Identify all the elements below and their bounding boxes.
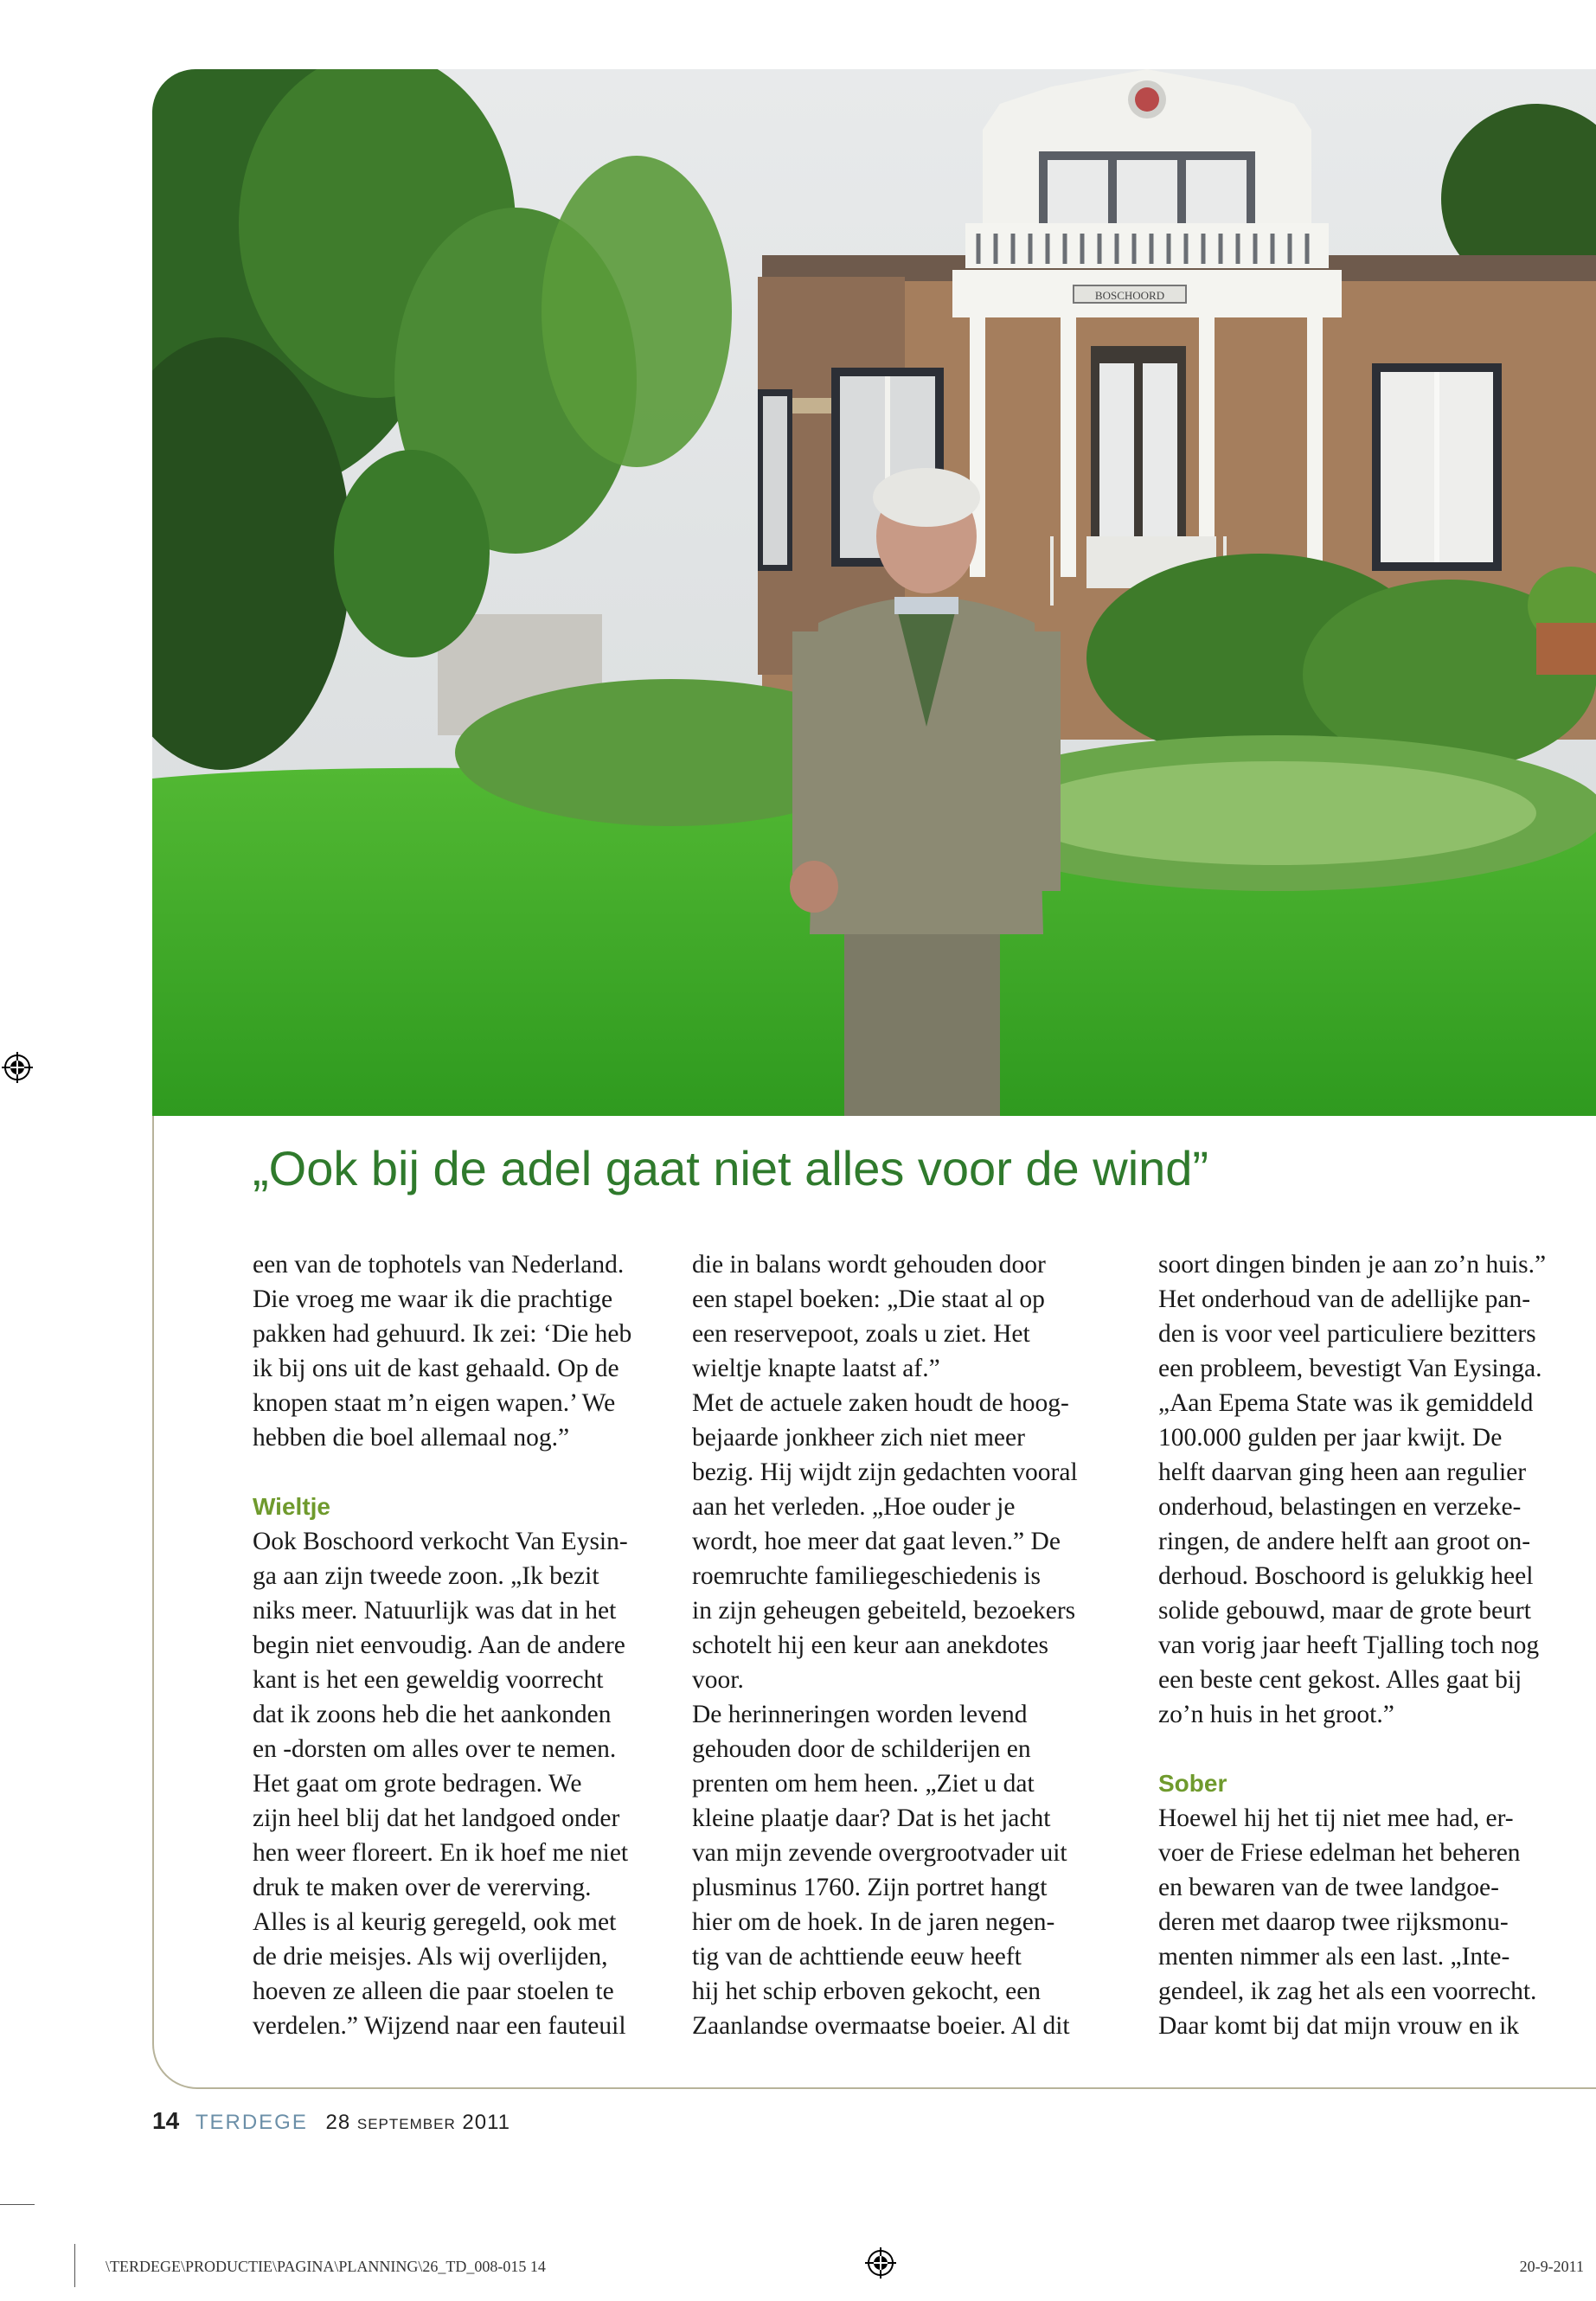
- body-line: ringen, de andere helft aan groot on-: [1158, 1528, 1531, 1555]
- body-line: van vorig jaar heeft Tjalling toch nog: [1158, 1631, 1540, 1659]
- body-line: in zijn geheugen gebeiteld, bezoekers: [692, 1597, 1076, 1625]
- body-line: prenten om hem heen. „Ziet u dat: [692, 1770, 1035, 1798]
- body-line: roemruchte familiegeschiedenis is: [692, 1562, 1042, 1590]
- body-line: van mijn zevende overgrootvader uit: [692, 1839, 1067, 1867]
- crop-mark: [0, 2204, 35, 2205]
- body-line: bezig. Hij wijdt zijn gedachten vooral: [692, 1458, 1078, 1486]
- body-line: gendeel, ik zag het als een voorrecht.: [1158, 1977, 1537, 2005]
- registration-mark-icon: [865, 2247, 896, 2279]
- body-line: niks meer. Natuurlijk was dat in het: [253, 1597, 617, 1625]
- body-line: aan het verleden. „Hoe ouder je: [692, 1493, 1016, 1521]
- text-column-1: [253, 1247, 678, 2043]
- feature-photo: [152, 69, 1596, 1116]
- body-line: zijn heel blij dat het landgoed onder: [253, 1804, 620, 1832]
- body-line: hen weer floreert. En ik hoef me niet: [253, 1839, 629, 1867]
- body-line: „Aan Epema State was ik gemiddeld: [1158, 1389, 1534, 1417]
- body-line: Daar komt bij dat mijn vrouw en ik: [1158, 2012, 1520, 2040]
- article-headline: „Ook bij de adel gaat niet alles voor de wind”: [253, 1141, 1209, 1195]
- body-line: druk te maken over de vererving.: [253, 1874, 592, 1901]
- body-line: voer de Friese edelman het beheren: [1158, 1839, 1521, 1867]
- body-line: wordt, hoe meer dat gaat leven.” De: [692, 1528, 1061, 1555]
- body-line: tig van de achttiende eeuw heeft: [692, 1943, 1022, 1971]
- body-line: bejaarde jonkheer zich niet meer: [692, 1424, 1025, 1452]
- body-line: Alles is al keurig geregeld, ook met: [253, 1908, 617, 1936]
- body-line: Zaanlandse overmaatse boeier. Al dit: [692, 2012, 1070, 2040]
- body-line: Het gaat om grote bedragen. We: [253, 1770, 582, 1798]
- body-line: den is voor veel particuliere bezitters: [1158, 1320, 1536, 1348]
- subhead-sober: Sober: [1158, 1770, 1227, 1797]
- body-line: Hoewel hij het tij niet mee had, er-: [1158, 1804, 1514, 1832]
- body-line: kleine plaatje daar? Dat is het jacht: [692, 1804, 1051, 1832]
- body-line: een stapel boeken: „Die staat al op: [692, 1285, 1045, 1313]
- body-line: hebben die boel allemaal nog.”: [253, 1424, 570, 1452]
- body-line: begin niet eenvoudig. Aan de andere: [253, 1631, 625, 1659]
- body-line: deren met daarop twee rijksmonu-: [1158, 1908, 1509, 1936]
- crop-mark: [74, 2244, 75, 2287]
- magazine-name: TERDEGE: [195, 2111, 308, 2134]
- body-line: een reservepoot, zoals u ziet. Het: [692, 1320, 1030, 1348]
- body-line: menten nimmer als een last. „Inte-: [1158, 1943, 1510, 1971]
- body-line: ga aan zijn tweede zoon. „Ik bezit: [253, 1562, 599, 1590]
- subhead-wieltje: Wieltje: [253, 1493, 330, 1520]
- body-line: hier om de hoek. In de jaren negen-: [692, 1908, 1055, 1936]
- body-line: knopen staat m’n eigen wapen.’ We: [253, 1389, 616, 1417]
- body-line: dat ik zoons heb die het aankonden: [253, 1701, 612, 1728]
- body-line: Het onderhoud van de adellijke pan-: [1158, 1285, 1531, 1313]
- body-line: zo’n huis in het groot.”: [1158, 1701, 1394, 1728]
- body-line: een beste cent gekost. Alles gaat bij: [1158, 1666, 1522, 1694]
- body-line: kant is het een geweldig voorrecht: [253, 1666, 604, 1694]
- body-line: wieltje knapte laatst af.”: [692, 1355, 940, 1382]
- body-line: ik bij ons uit de kast gehaald. Op de: [253, 1355, 619, 1382]
- body-line: 100.000 gulden per jaar kwijt. De: [1158, 1424, 1503, 1452]
- body-line: Met de actuele zaken houdt de hoog-: [692, 1389, 1069, 1417]
- body-line: De herinneringen worden levend: [692, 1701, 1028, 1728]
- text-column-3: [1158, 1247, 1584, 2043]
- text-column-2: [692, 1247, 1118, 2043]
- body-line: een probleem, bevestigt Van Eysinga.: [1158, 1355, 1542, 1382]
- house-and-man-illustration: [152, 69, 1596, 1116]
- body-line: hoeven ze alleen die paar stoelen te: [253, 1977, 614, 2005]
- body-line: plusminus 1760. Zijn portret hangt: [692, 1874, 1048, 1901]
- body-line: schotelt hij een keur aan anekdotes: [692, 1631, 1049, 1659]
- body-line: derhoud. Boschoord is gelukkig heel: [1158, 1562, 1534, 1590]
- slug-date: 20-9-2011: [1519, 2258, 1584, 2275]
- body-line: een van de tophotels van Nederland.: [253, 1251, 625, 1279]
- body-line: helft daarvan ging heen aan regulier: [1158, 1458, 1527, 1486]
- body-line: die in balans wordt gehouden door: [692, 1251, 1046, 1279]
- file-path-slug: \TERDEGE\PRODUCTIE\PAGINA\PLANNING\26_TD_008-015 14: [106, 2258, 546, 2275]
- body-line: en bewaren van de twee landgoe-: [1158, 1874, 1499, 1901]
- body-line: solide gebouwd, maar de grote beurt: [1158, 1597, 1531, 1625]
- nameplate-text: BOSCHOORD: [1094, 289, 1165, 302]
- body-line: voor.: [692, 1666, 744, 1694]
- body-line: de drie meisjes. Als wij overlijden,: [253, 1943, 608, 1971]
- body-line: gehouden door de schilderijen en: [692, 1735, 1031, 1763]
- page-folio: [152, 2107, 510, 2135]
- body-line: Die vroeg me waar ik die prachtige: [253, 1285, 613, 1313]
- body-line: Ook Boschoord verkocht Van Eysin-: [253, 1528, 628, 1555]
- registration-mark-icon: [2, 1052, 33, 1083]
- page-number: 14: [152, 2107, 180, 2134]
- body-line: soort dingen binden je aan zo’n huis.”: [1158, 1251, 1547, 1279]
- body-line: verdelen.” Wijzend naar een fauteuil: [253, 2012, 626, 2040]
- issue-date: 28 september 2011: [325, 2111, 511, 2134]
- body-line: hij het schip erboven gekocht, een: [692, 1977, 1042, 2005]
- body-line: en -dorsten om alles over te nemen.: [253, 1735, 617, 1763]
- body-line: onderhoud, belastingen en verzeke-: [1158, 1493, 1522, 1521]
- body-line: pakken had gehuurd. Ik zei: ‘Die heb: [253, 1320, 632, 1348]
